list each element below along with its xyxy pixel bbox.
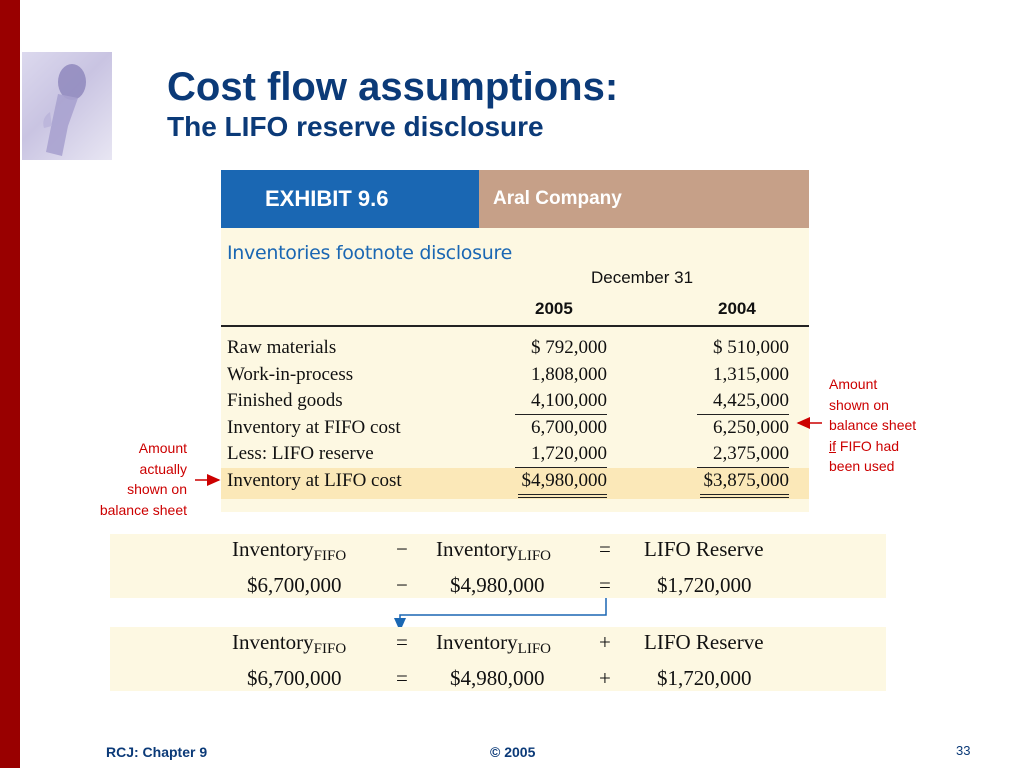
- annotation-if-rest: FIFO had: [836, 437, 900, 454]
- eq-value: $4,980,000: [450, 666, 545, 690]
- eq-term-inventory-lifo: [436, 537, 551, 565]
- eq-term-text: Inventory: [436, 537, 518, 561]
- eq-term-sub: FIFO: [313, 548, 347, 564]
- eq-operator: =: [396, 666, 408, 690]
- row-value-2005: 1,808,000: [531, 363, 607, 385]
- eq-term-inventory-fifo: [232, 537, 346, 565]
- row-label: Work-in-process: [227, 363, 354, 385]
- eq-term-lifo-reserve: LIFO Reserve: [644, 537, 764, 561]
- eq-operator: =: [599, 573, 611, 597]
- equation-box-second: [110, 627, 886, 691]
- eq-term-sub: FIFO: [313, 641, 347, 657]
- equation-box-first: [110, 534, 886, 598]
- eq-operator: +: [599, 630, 611, 654]
- row-value-2004: 4,425,000: [697, 388, 789, 415]
- eq-operator: −: [396, 537, 408, 561]
- annotation-line: balance sheet: [99, 501, 187, 518]
- annotation-line: shown on: [829, 396, 889, 413]
- row-value-2005: $ 792,000: [531, 337, 607, 358]
- eq-term-lifo-reserve: LIFO Reserve: [644, 630, 764, 654]
- eq-value: $1,720,000: [657, 666, 752, 690]
- year-header-2005: 2005: [535, 299, 573, 318]
- row-value-2005: 4,100,000: [515, 388, 607, 415]
- eq-term-inventory-lifo: [436, 630, 551, 658]
- row-value-2004: $3,875,000: [700, 468, 790, 498]
- eq-value: $4,980,000: [450, 573, 545, 597]
- row-value-2005: $4,980,000: [518, 468, 608, 498]
- eq-value: $6,700,000: [247, 666, 342, 690]
- row-value-2004: $ 510,000: [713, 337, 789, 358]
- slide-subtitle: The LIFO reserve disclosure: [167, 111, 544, 142]
- row-label: Less: LIFO reserve: [227, 443, 374, 464]
- row-value-2004: 2,375,000: [697, 441, 789, 468]
- annotation-line: been used: [829, 458, 895, 474]
- eq-operator: =: [599, 537, 611, 561]
- footer-copyright: © 2005: [490, 744, 536, 760]
- annotation-line: actually: [139, 460, 187, 477]
- connector-arrow-icon: [400, 598, 606, 630]
- eq-operator: =: [396, 630, 408, 654]
- annotation-line: shown on: [127, 481, 187, 497]
- eq-term-inventory-fifo: [232, 630, 346, 658]
- row-value-2005: 1,720,000: [515, 441, 607, 468]
- row-label: Raw materials: [227, 337, 337, 358]
- slide-title: Cost flow assumptions:: [167, 65, 619, 109]
- eq-operator: +: [599, 666, 611, 690]
- eq-term-text: Inventory: [232, 630, 314, 654]
- row-label: Finished goods: [227, 390, 343, 411]
- eq-term-text: Inventory: [232, 537, 314, 561]
- row-label: Inventory at LIFO cost: [227, 469, 402, 491]
- exhibit-company: Aral Company: [479, 170, 809, 228]
- page-number: 33: [956, 743, 971, 758]
- period-header: December 31: [591, 268, 694, 287]
- row-value-2004: 1,315,000: [713, 363, 789, 385]
- eq-term-text: Inventory: [436, 630, 518, 654]
- annotation-line: Amount: [138, 440, 187, 456]
- annotation-if-word: if: [829, 437, 836, 454]
- eq-term-sub: LIFO: [517, 641, 551, 657]
- eq-operator: −: [396, 573, 408, 597]
- annotation-line: balance sheet: [829, 417, 917, 433]
- eq-term-sub: LIFO: [517, 548, 551, 564]
- row-value-2005: 6,700,000: [531, 416, 607, 438]
- row-label: Inventory at FIFO cost: [227, 416, 401, 438]
- footnote-title: Inventories footnote disclosure: [227, 242, 512, 264]
- exhibit-number: EXHIBIT 9.6: [221, 170, 479, 228]
- annotation-line: Amount: [829, 376, 878, 392]
- footer-chapter: RCJ: Chapter 9: [106, 744, 208, 760]
- row-value-2004: 6,250,000: [713, 416, 789, 438]
- year-header-2004: 2004: [718, 299, 756, 318]
- eq-value: $1,720,000: [657, 573, 752, 597]
- eq-value: $6,700,000: [247, 573, 342, 597]
